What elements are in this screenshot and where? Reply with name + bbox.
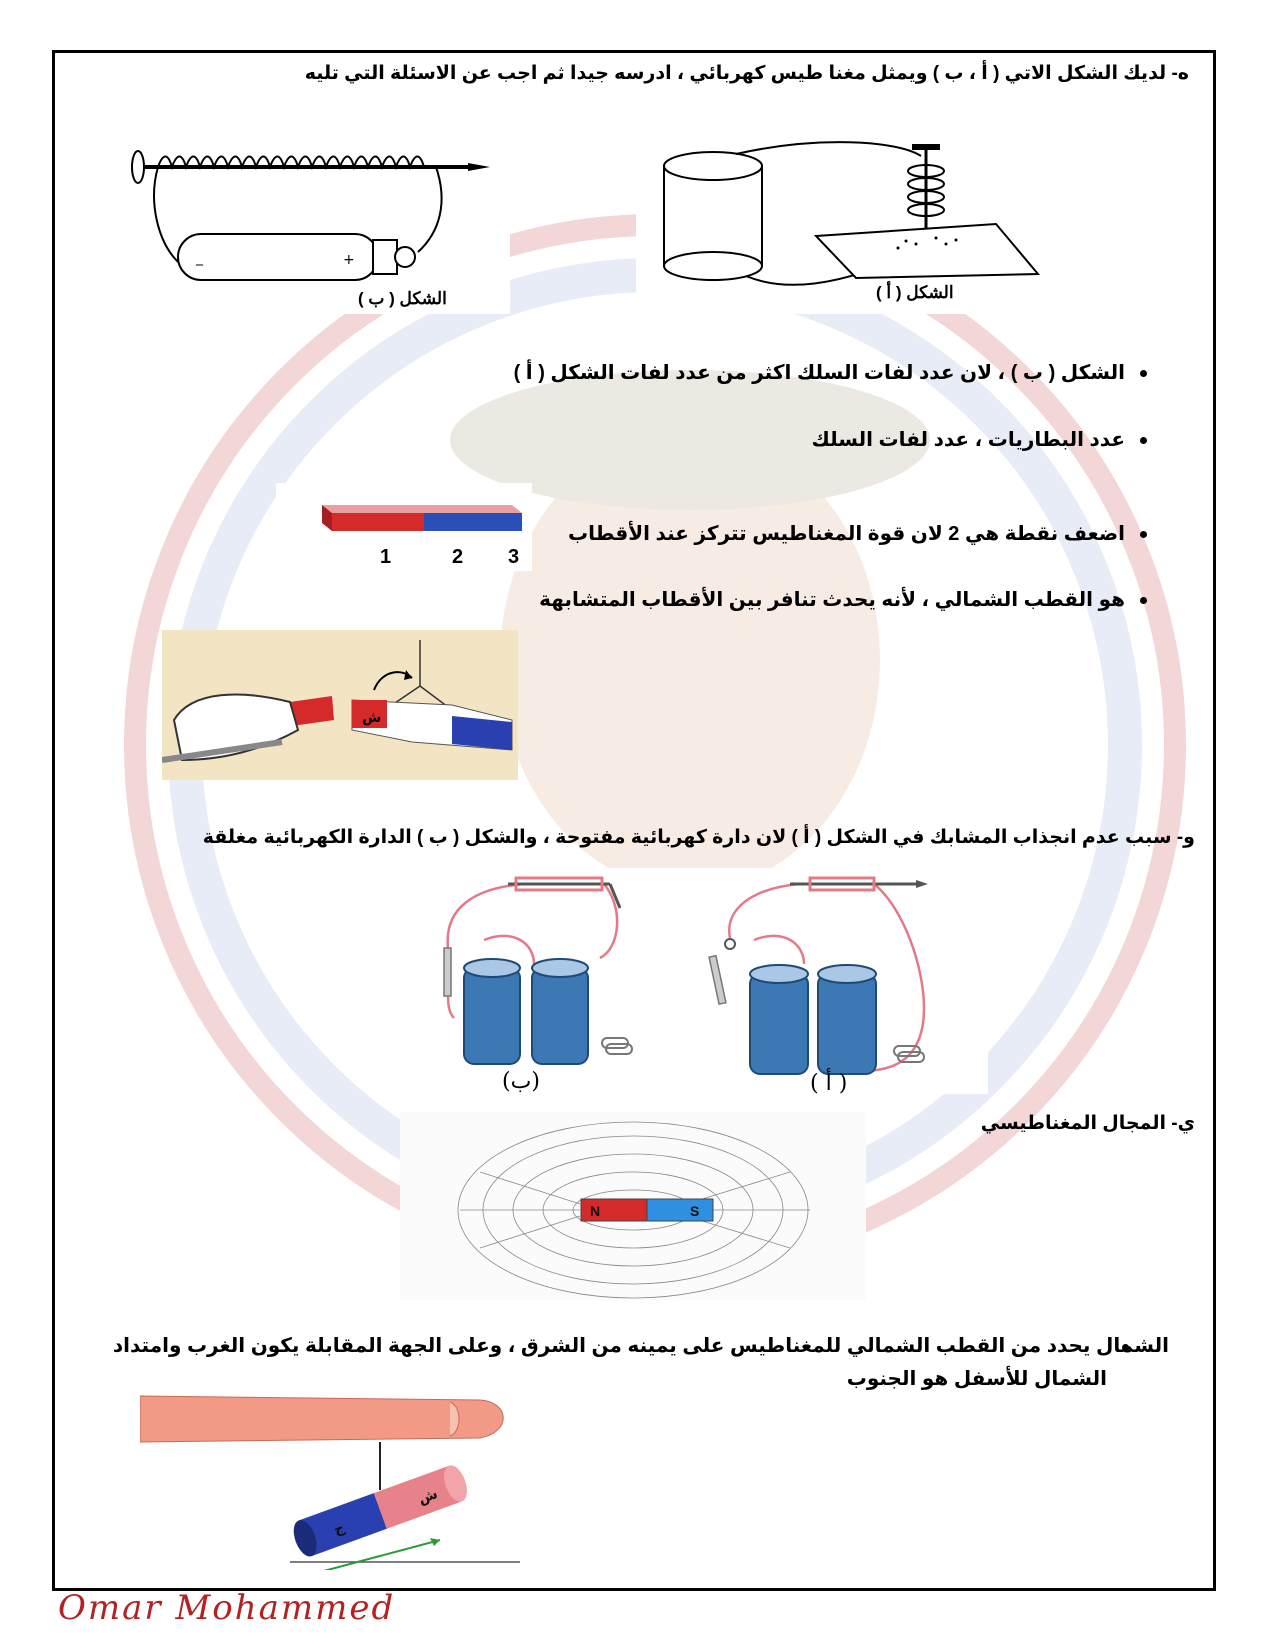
bullet — [1140, 531, 1147, 538]
magnetic-field-figure — [400, 1112, 866, 1300]
finger-pole-south: ج — [331, 1519, 347, 1539]
figure-a-electromagnet — [636, 126, 1048, 314]
question-e: ه- لديك الشكل الاتي ( أ ، ب ) ويمثل مغنا طيس كهربائي ، ادرسه جيدا ثم اجب عن الاسئلة التي تليه — [304, 63, 1189, 84]
final-answer-line-2: الشمال للأسفل هو الجنوب — [846, 1368, 1107, 1390]
hanging-magnet-pole: ش — [362, 710, 382, 726]
field-pole-s: S — [690, 1203, 700, 1219]
bullet — [1140, 370, 1147, 377]
circuit-comparison-figure — [424, 868, 988, 1094]
answer-1: الشكل ( ب ) ، لان عدد لفات السلك اكثر من عدد لفات الشكل ( أ ) — [513, 362, 1125, 384]
author-signature: Omar Mohammed — [58, 1588, 396, 1628]
circuit-label-b: (ب) — [502, 1069, 540, 1094]
bar-magnet-figure — [276, 483, 532, 571]
final-answer-line-1: الشمال يحدد من القطب الشمالي للمغناطيس على يمينه من الشرق ، وعلى الجهة المقابلة يكون الغرب وامتداد — [112, 1335, 1169, 1357]
answer-4: هو القطب الشمالي ، لأنه يحدث تنافر بين الأقطاب المتشابهة — [539, 589, 1125, 611]
magnet-point-1: 1 — [380, 546, 392, 568]
magnet-point-2: 2 — [452, 546, 464, 568]
magnet-point-3: 3 — [508, 546, 520, 568]
answer-2: عدد البطاريات ، عدد لفات السلك — [811, 429, 1125, 451]
bullet — [1140, 437, 1147, 444]
figure-a-label: الشكل ( أ ) — [876, 283, 954, 302]
question-y: ي- المجال المغناطيسي — [980, 1113, 1195, 1134]
finger-compass-figure — [140, 1392, 528, 1570]
question-w: و- سبب عدم انجذاب المشابك في الشكل ( أ ) لان دارة كهربائية مفتوحة ، والشكل ( ب ) الدارة الكهربائية مغلقة — [202, 827, 1195, 848]
figure-b-label: الشكل ( ب ) — [358, 289, 447, 308]
figure-b-electromagnet — [118, 122, 510, 314]
svg-text:_: _ — [196, 250, 203, 266]
bullet — [1140, 597, 1147, 604]
field-pole-n: N — [590, 1203, 601, 1219]
circuit-label-a: ( أ ) — [810, 1071, 848, 1094]
hanging-magnet-figure — [162, 630, 518, 780]
answer-3: اضعف نقطة هي 2 لان قوة المغناطيس تتركز عند الأقطاب — [568, 523, 1125, 545]
finger-pole-north: ش — [416, 1485, 440, 1508]
svg-text:+: + — [343, 252, 355, 268]
